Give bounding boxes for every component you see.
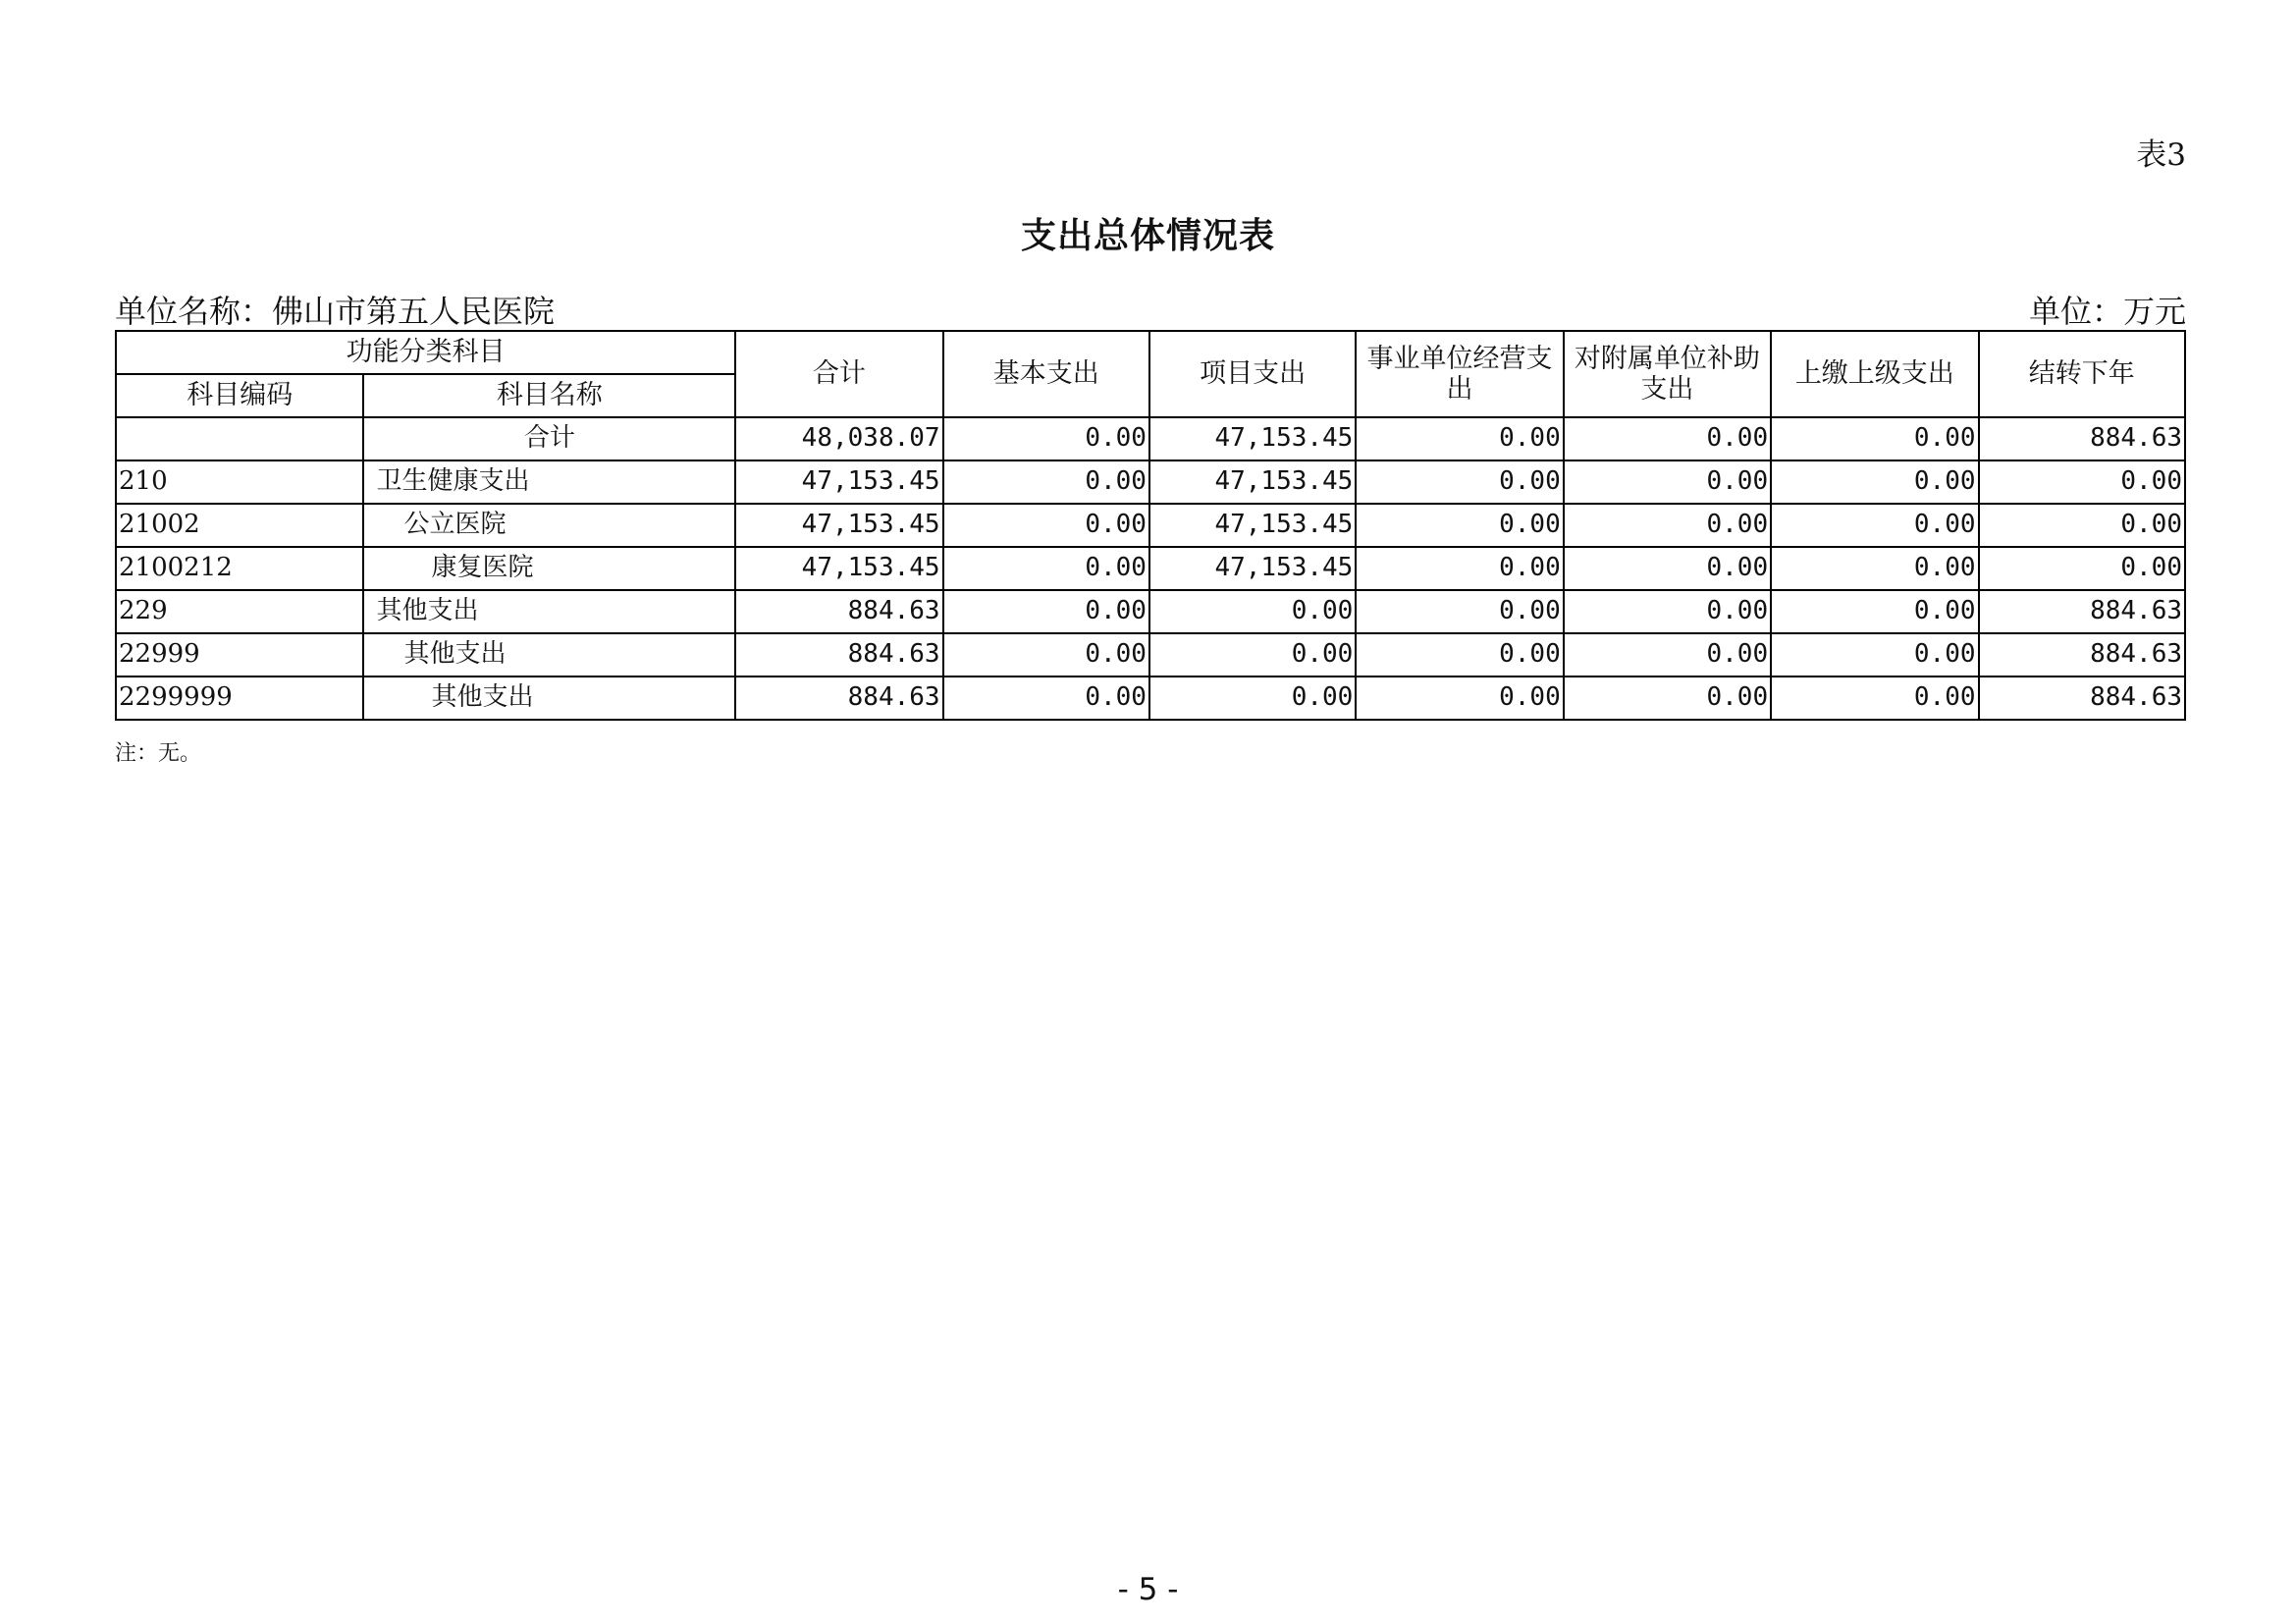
subject-name: 合计: [363, 417, 735, 460]
table-number: 表3: [2136, 137, 2186, 173]
business-value: 0.00: [1356, 590, 1563, 633]
table-body: [116, 417, 2185, 720]
project-value: 0.00: [1149, 677, 1356, 720]
header-basic-expenditure: 基本支出: [943, 331, 1149, 417]
subject-code: 21002: [116, 504, 363, 547]
subsidy-value: 0.00: [1564, 504, 1771, 547]
header-total: 合计: [735, 331, 942, 417]
project-value: 0.00: [1149, 590, 1356, 633]
carryover-value: 884.63: [1979, 417, 2185, 460]
subject-code: 229: [116, 590, 363, 633]
subject-name: 其他支出: [363, 633, 735, 677]
subsidy-value: 0.00: [1564, 460, 1771, 504]
subject-name: 康复医院: [363, 547, 735, 590]
subject-code: 22999: [116, 633, 363, 677]
business-value: 0.00: [1356, 677, 1563, 720]
basic-value: 0.00: [943, 547, 1149, 590]
header-subject-name: 科目名称: [363, 374, 735, 417]
total-value: 47,153.45: [735, 504, 942, 547]
carryover-value: 884.63: [1979, 633, 2185, 677]
turnover-value: 0.00: [1771, 677, 1978, 720]
carryover-value: 884.63: [1979, 590, 2185, 633]
total-value: 884.63: [735, 590, 942, 633]
basic-value: 0.00: [943, 633, 1149, 677]
header-subject-code: 科目编码: [116, 374, 363, 417]
table-row: [116, 633, 2185, 677]
total-value: 47,153.45: [735, 547, 942, 590]
subject-name: 其他支出: [363, 590, 735, 633]
header-carryover: 结转下年: [1979, 331, 2185, 417]
table-row: [116, 590, 2185, 633]
basic-value: 0.00: [943, 417, 1149, 460]
project-value: 0.00: [1149, 633, 1356, 677]
subject-code: 210: [116, 460, 363, 504]
business-value: 0.00: [1356, 633, 1563, 677]
subject-code: 2100212: [116, 547, 363, 590]
total-value: 48,038.07: [735, 417, 942, 460]
subsidy-value: 0.00: [1564, 417, 1771, 460]
subject-code: 2299999: [116, 677, 363, 720]
turnover-value: 0.00: [1771, 417, 1978, 460]
project-value: 47,153.45: [1149, 504, 1356, 547]
table-row: [116, 460, 2185, 504]
table-row-total: [116, 417, 2185, 460]
header-project-expenditure: 项目支出: [1149, 331, 1356, 417]
subsidy-value: 0.00: [1564, 590, 1771, 633]
subject-name: 公立医院: [363, 504, 735, 547]
page-number: - 5 -: [1117, 1572, 1179, 1607]
total-value: 884.63: [735, 633, 942, 677]
subsidy-value: 0.00: [1564, 677, 1771, 720]
project-value: 47,153.45: [1149, 460, 1356, 504]
carryover-value: 0.00: [1979, 547, 2185, 590]
subsidy-value: 0.00: [1564, 633, 1771, 677]
unit-name: 单位名称：佛山市第五人民医院: [115, 293, 556, 330]
header-subsidy-expenditure: 对附属单位补助支出: [1564, 331, 1771, 417]
basic-value: 0.00: [943, 590, 1149, 633]
table-row: [116, 547, 2185, 590]
subsidy-value: 0.00: [1564, 547, 1771, 590]
turnover-value: 0.00: [1771, 547, 1978, 590]
project-value: 47,153.45: [1149, 547, 1356, 590]
business-value: 0.00: [1356, 547, 1563, 590]
turnover-value: 0.00: [1771, 460, 1978, 504]
business-value: 0.00: [1356, 504, 1563, 547]
table-row: [116, 677, 2185, 720]
business-value: 0.00: [1356, 460, 1563, 504]
carryover-value: 0.00: [1979, 504, 2185, 547]
expenditure-table: [115, 330, 2186, 721]
subject-code: [116, 417, 363, 460]
header-turnover-expenditure: 上缴上级支出: [1771, 331, 1978, 417]
unit-label: 单位：万元: [2028, 293, 2186, 330]
basic-value: 0.00: [943, 504, 1149, 547]
basic-value: 0.00: [943, 677, 1149, 720]
total-value: 47,153.45: [735, 460, 942, 504]
turnover-value: 0.00: [1771, 504, 1978, 547]
page-title: 支出总体情况表: [1020, 216, 1275, 256]
table-header: [116, 331, 2185, 417]
table-row: [116, 504, 2185, 547]
subject-name: 其他支出: [363, 677, 735, 720]
subject-name: 卫生健康支出: [363, 460, 735, 504]
business-value: 0.00: [1356, 417, 1563, 460]
turnover-value: 0.00: [1771, 633, 1978, 677]
header-function-category: 功能分类科目: [116, 331, 735, 374]
carryover-value: 884.63: [1979, 677, 2185, 720]
project-value: 47,153.45: [1149, 417, 1356, 460]
header-business-expenditure: 事业单位经营支出: [1356, 331, 1563, 417]
table-note: 注：无。: [115, 741, 202, 766]
carryover-value: 0.00: [1979, 460, 2185, 504]
total-value: 884.63: [735, 677, 942, 720]
basic-value: 0.00: [943, 460, 1149, 504]
turnover-value: 0.00: [1771, 590, 1978, 633]
